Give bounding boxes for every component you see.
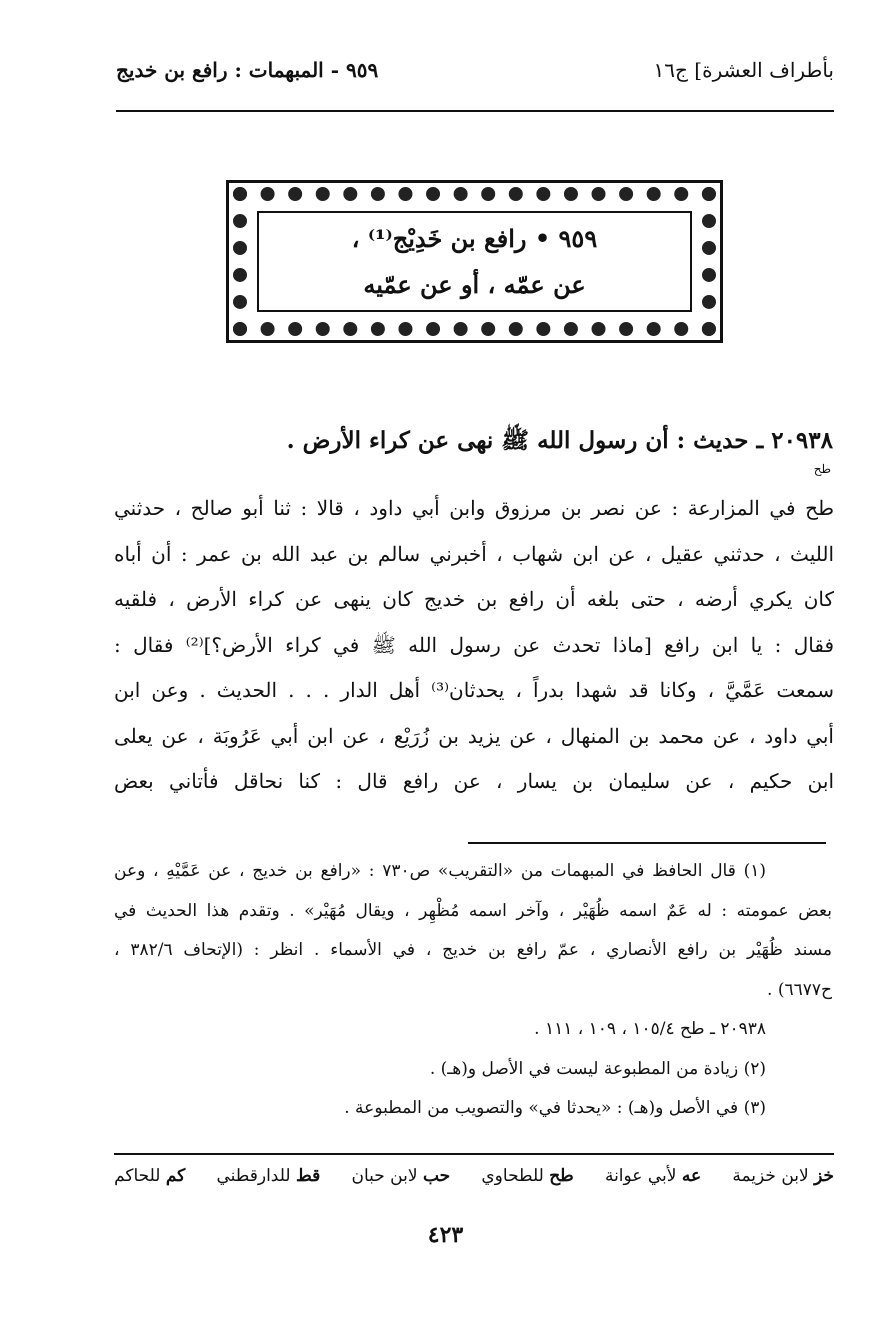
footnote-reference: ٢٠٩٣٨ ـ طح ١٠٥/٤ ، ١٠٩ ، ١١١ . xyxy=(534,1019,766,1039)
section-title: ٩٥٩ - المبهمات : رافع بن خديج xyxy=(116,58,379,82)
page-number: ٤٢٣ xyxy=(427,1222,464,1248)
chapter-title: ٩٥٩ • رافع بن خَدِيْج⁽¹⁾ ، xyxy=(351,223,598,253)
footnote-1-line: (١) قال الحافظ في المبهمات من «التقريب» ص٧٣٠ : «رافع بن خديج ، عن عَمَّيْهِ ، وعن xyxy=(114,861,766,881)
body-line: كان يكري أرضه ، حتى بلغه أن رافع بن خديج كان ينهى عن كراء الأرض ، فلقيه xyxy=(114,587,834,611)
hadith-heading: ٢٠٩٣٨ ـ حديث : أن رسول الله ﷺ نهى عن كراء الأرض . xyxy=(286,427,833,454)
sigla-legend xyxy=(114,1166,834,1186)
footnotes xyxy=(114,852,832,1129)
bottom-rule xyxy=(114,1153,834,1155)
body-line: فقال : يا ابن رافع [ماذا تحدث عن رسول الله ﷺ في كراء الأرض؟]⁽²⁾ فقال : xyxy=(114,632,834,657)
source-mark: طح xyxy=(813,462,831,476)
footnote-separator xyxy=(468,842,826,844)
body-line: طح في المزارعة : عن نصر بن مرزوق وابن أبي داود ، قالا : ثنا أبو صالح ، حدثني xyxy=(114,496,834,520)
footnote-1-line: بعض عمومته : له عَمٌ اسمه ظُهَيْر ، وآخر اسمه مُظْهِر ، ويقال مُهَيْر» . وتقدم هذا الحديث في xyxy=(114,900,832,921)
footnote-1-line: مسند ظُهَيْر بن رافع الأنصاري ، عمّ رافع بن خديج ، في الأسماء . انظر : (الإتحاف ٣٨٢/٦ ، xyxy=(114,940,832,960)
running-title: بأطراف العشرة] ج١٦ xyxy=(653,58,834,82)
ornamental-title-frame xyxy=(226,180,723,343)
header-rule xyxy=(116,110,834,112)
body-line: أبي داود ، عن محمد بن المنهال ، عن يزيد بن زُرَيْع ، عن ابن أبي عَرُوبَة ، عن يعلى xyxy=(114,723,834,748)
siglum: كم للحاكم xyxy=(114,1166,186,1186)
footnote-2: (٢) زيادة من المطبوعة ليست في الأصل و(هـ) . xyxy=(429,1058,766,1079)
running-header xyxy=(116,58,834,98)
frame-inner xyxy=(257,211,692,312)
hadith-body xyxy=(114,486,834,805)
siglum: خز لابن خزيمة xyxy=(732,1166,834,1186)
siglum: حب لابن حبان xyxy=(351,1166,451,1186)
body-line: ابن حكيم ، عن سليمان بن يسار ، عن رافع قال : كنا نحاقل فأتاني بعض xyxy=(114,769,834,793)
siglum: قط للدارقطني xyxy=(216,1166,321,1186)
body-line: الليث ، حدثني عقيل ، عن ابن شهاب ، أخبرني سالم بن عبد الله بن عمر : أن أباه xyxy=(114,541,834,566)
footnote-1-line: ح٦٦٧٧) . xyxy=(767,979,832,1000)
siglum: عه لأبي عوانة xyxy=(604,1166,702,1186)
chapter-subtitle: عن عمّه ، أو عن عمّيه xyxy=(363,269,586,299)
body-line: سمعت عَمَّيَّ ، وكانا قد شهدا بدراً ، يحدثان⁽³⁾ أهل الدار . . . الحديث . وعن ابن xyxy=(114,678,834,702)
siglum: طح للطحاوي xyxy=(481,1166,574,1186)
footnote-3: (٣) في الأصل و(هـ) : «يحدثا في» والتصويب من المطبوعة . xyxy=(344,1098,766,1118)
